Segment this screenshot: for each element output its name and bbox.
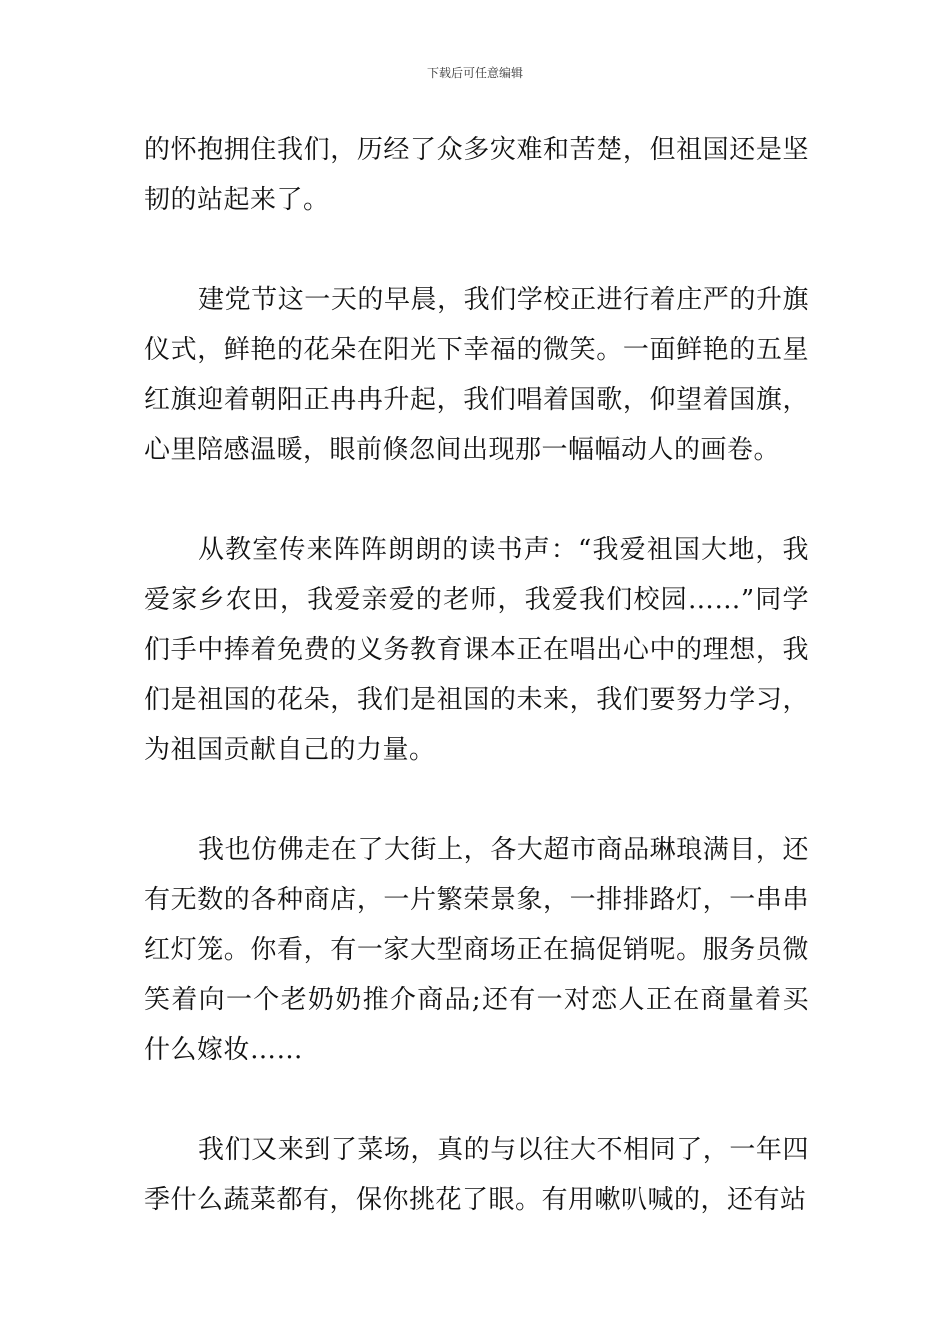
paragraph-2: 建党节这一天的早晨，我们学校正进行着庄严的升旗仪式，鲜艳的花朵在阳光下幸福的微笑。一面鲜艳的五星红旗迎着朝阳正冉冉升起，我们唱着国歌，仰望着国旗，心里陪感温暖，眼前倏忽间出现那一幅幅动人的画卷。 [144, 285, 809, 465]
paragraph-3: 从教室传来阵阵朗朗的读书声：“我爱祖国大地，我爱家乡农田，我爱亲爱的老师，我爱我们校园……”同学们手中捧着免费的义务教育课本正在唱出心中的理想，我们是祖国的花朵，我们是祖国的未来，我们要努力学习，为祖国贡献自己的力量。 [144, 535, 809, 765]
paragraph-gap [144, 1075, 809, 1125]
paragraph-4: 我也仿佛走在了大街上，各大超市商品琳琅满目，还有无数的各种商店，一片繁荣景象，一排排路灯，一串串红灯笼。你看，有一家大型商场正在搞促销呢。服务员微笑着向一个老奶奶推介商品;还有一对恋人正在商量着买什么嫁妆…… [144, 835, 809, 1065]
document-body [144, 125, 809, 1225]
paragraph-gap [144, 775, 809, 825]
paragraph-gap [144, 475, 809, 525]
paragraph-5: 我们又来到了菜场，真的与以往大不相同了，一年四季什么蔬菜都有，保你挑花了眼。有用嗽叭喊的，还有站 [144, 1135, 809, 1215]
paragraph-gap [144, 225, 809, 275]
page-header-note: 下载后可任意编辑 [426, 66, 523, 80]
paragraph-1: 的怀抱拥住我们，历经了众多灾难和苦楚，但祖国还是坚韧的站起来了。 [144, 135, 809, 215]
